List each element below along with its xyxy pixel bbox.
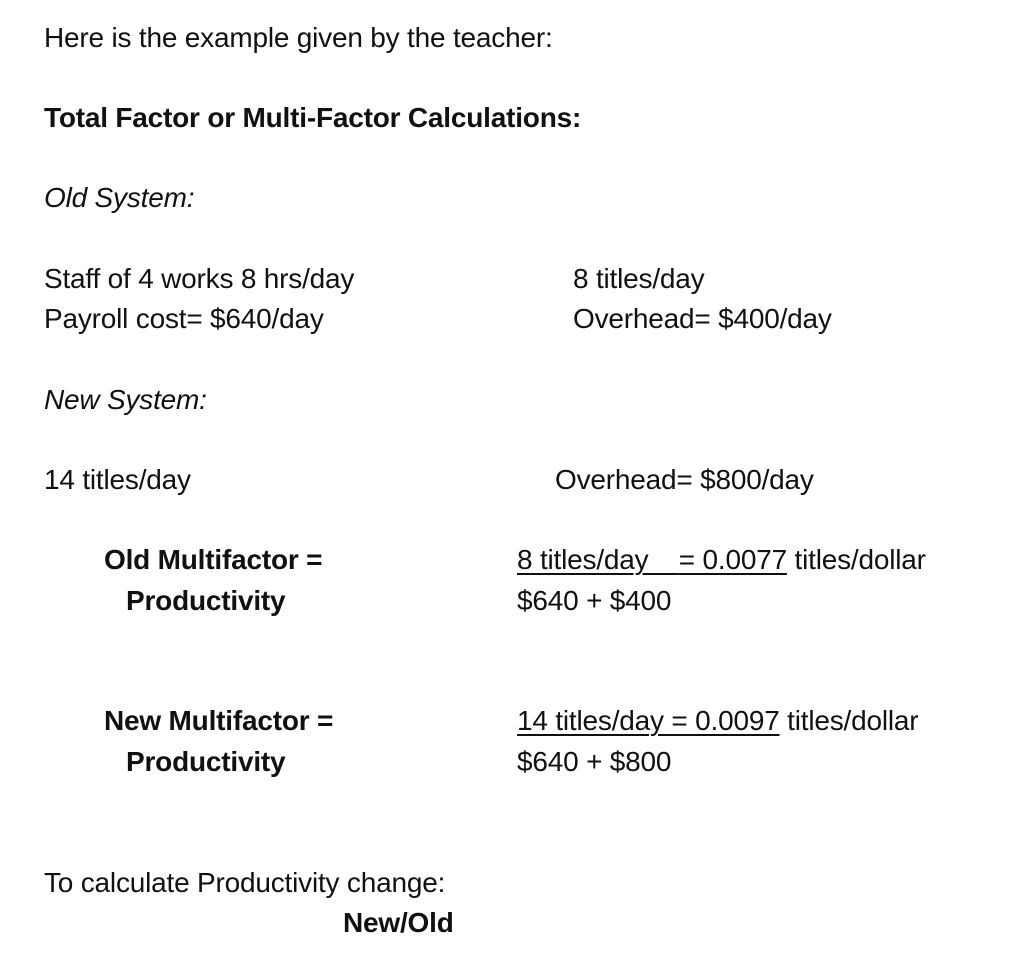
new-multifactor-label: New Multifactor = xyxy=(104,705,334,736)
new-overhead-text: Overhead= $800/day xyxy=(555,464,814,495)
new-unit: titles/dollar xyxy=(779,705,919,736)
old-fraction-line xyxy=(517,543,926,577)
intro-text: Here is the example given by the teacher: xyxy=(44,22,553,53)
change-text: To calculate Productivity change: xyxy=(44,867,446,898)
new-fraction-line xyxy=(517,704,918,738)
old-payroll-text: Payroll cost= $640/day xyxy=(44,303,324,334)
new-titles-text: 14 titles/day xyxy=(44,464,191,495)
old-productivity-label: Productivity xyxy=(126,585,286,616)
new-productivity-label: Productivity xyxy=(126,746,286,777)
new-denominator: $640 + $800 xyxy=(517,746,672,777)
new-system-label: New System: xyxy=(44,384,207,415)
old-system-label: Old System: xyxy=(44,182,195,213)
old-multifactor-label: Old Multifactor = xyxy=(104,544,323,575)
old-unit: titles/dollar xyxy=(786,544,926,575)
old-overhead-text: Overhead= $400/day xyxy=(573,303,832,334)
old-numerator: 8 titles/day xyxy=(517,544,679,575)
new-numerator: 14 titles/day = 0.0097 xyxy=(517,705,780,736)
old-staff-text: Staff of 4 works 8 hrs/day xyxy=(44,263,355,294)
old-result: = 0.0077 xyxy=(678,544,787,575)
change-formula: New/Old xyxy=(343,907,454,938)
section-heading: Total Factor or Multi-Factor Calculations: xyxy=(44,102,582,133)
old-denominator: $640 + $400 xyxy=(517,585,672,616)
old-titles-text: 8 titles/day xyxy=(573,263,705,294)
